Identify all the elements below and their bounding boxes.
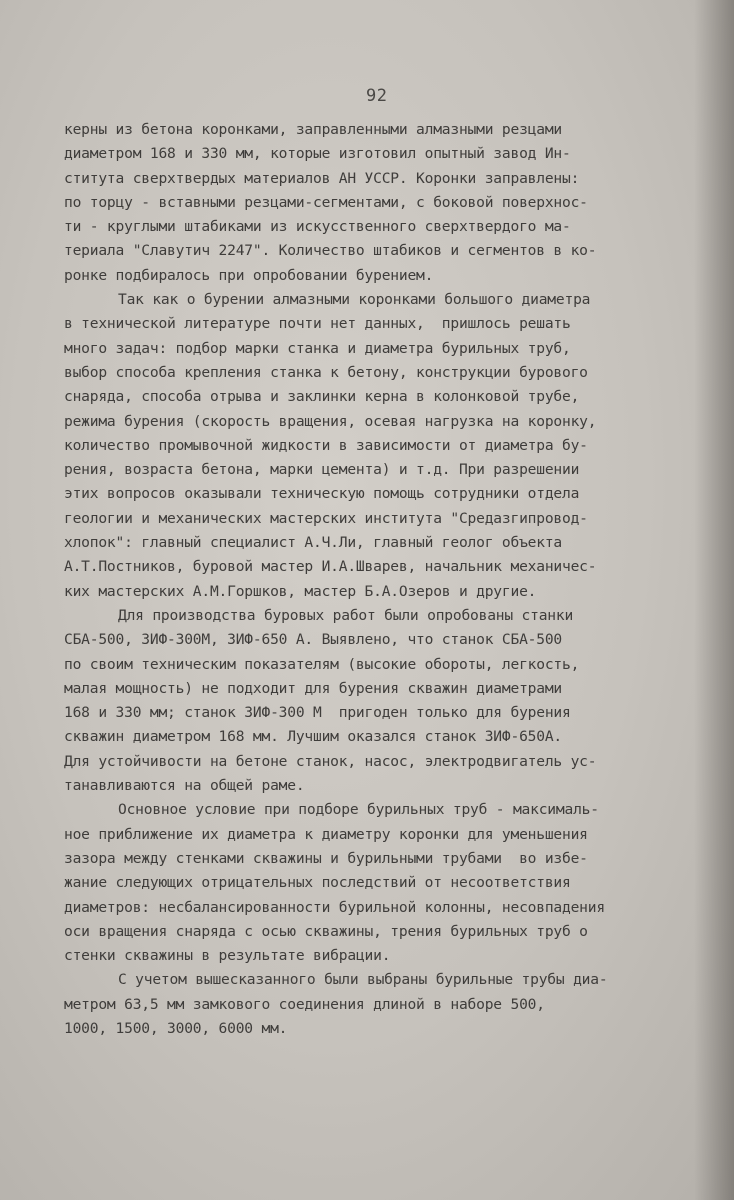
text-line: много задач: подбор марки станка и диаметра бурильных труб, bbox=[64, 339, 571, 357]
text-line: 1000, 1500, 3000, 6000 мм. bbox=[64, 1019, 288, 1037]
text-line: Так как о бурении алмазными коронками большого диаметра bbox=[118, 291, 591, 309]
text-line: А.Т.Постников, буровой мастер И.А.Шварев, начальник механичес- bbox=[64, 558, 597, 576]
text-line: стенки скважины в результате вибрации. bbox=[64, 947, 391, 965]
text-line: С учетом вышесказанного были выбраны бурильные трубы диа- bbox=[118, 971, 608, 989]
text-line: ти - круглыми штабиками из искусственного сверхтвердого ма- bbox=[64, 218, 571, 236]
text-line: метром 63,5 мм замкового соединения длиной в наборе 500, bbox=[64, 995, 545, 1013]
text-line: диаметром 168 и 330 мм, которые изготовил опытный завод Ин- bbox=[64, 145, 571, 163]
text-line: ститута сверхтвердых материалов АН УССР. Коронки заправлены: bbox=[64, 169, 580, 187]
text-line: зазора между стенками скважины и бурильными трубами во избе- bbox=[64, 849, 588, 867]
text-line: 168 и 330 мм; станок ЗИФ-300 М пригоден только для бурения bbox=[64, 704, 571, 722]
text-line: рения, возраста бетона, марки цемента) и т.д. При разрешении bbox=[64, 461, 580, 479]
text-line: керны из бетона коронками, заправленными алмазными резцами bbox=[64, 121, 562, 138]
text-line: этих вопросов оказывали техническую помощь сотрудники отдела bbox=[64, 485, 580, 503]
text-line: по торцу - вставными резцами-сегментами, с боковой поверхнос- bbox=[64, 193, 588, 211]
text-line: диаметров: несбалансированности бурильной колонны, несовпадения bbox=[64, 898, 605, 916]
body-text bbox=[64, 118, 694, 1041]
text-line: ких мастерских А.М.Горшков, мастер Б.А.Озеров и другие. bbox=[64, 582, 537, 600]
text-line: количество промывочной жидкости в зависимости от диаметра бу- bbox=[64, 436, 588, 454]
text-line: оси вращения снаряда с осью скважины, трения бурильных труб о bbox=[64, 922, 588, 940]
text-line: СБА-500, ЗИФ-300М, ЗИФ-650 А. Выявлено, что станок СБА-500 bbox=[64, 631, 562, 649]
text-line: Для устойчивости на бетоне станок, насос, электродвигатель ус- bbox=[64, 752, 597, 770]
text-line: хлопок": главный специалист А.Ч.Ли, главный геолог объекта bbox=[64, 534, 562, 552]
text-line: снаряда, способа отрыва и заклинки керна в колонковой трубе, bbox=[64, 388, 580, 406]
text-line: ронке подбиралось при опробовании бурением. bbox=[64, 266, 434, 284]
text-line: скважин диаметром 168 мм. Лучшим оказался станок ЗИФ-650А. bbox=[64, 728, 562, 746]
text-line: Для производства буровых работ были опробованы станки bbox=[118, 606, 574, 624]
text-line: ное приближение их диаметра к диаметру коронки для уменьшения bbox=[64, 825, 588, 843]
page-number: 92 bbox=[366, 86, 388, 106]
text-line: в технической литературе почти нет данных, пришлось решать bbox=[64, 315, 571, 333]
text-line: малая мощность) не подходит для бурения скважин диаметрами bbox=[64, 679, 562, 697]
text-line: жание следующих отрицательных последствий от несоответствия bbox=[64, 874, 571, 892]
text-line: геологии и механических мастерских института "Средазгипровод- bbox=[64, 509, 588, 527]
text-line: режима бурения (скорость вращения, осевая нагрузка на коронку, bbox=[64, 412, 597, 430]
text-line: танавливаются на общей раме. bbox=[64, 777, 305, 795]
page-edge-shadow bbox=[694, 0, 734, 1200]
text-line: Основное условие при подборе бурильных труб - максималь- bbox=[118, 801, 599, 819]
text-line: выбор способа крепления станка к бетону, конструкции бурового bbox=[64, 363, 588, 381]
text-line: териала "Славутич 2247". Количество штабиков и сегментов в ко- bbox=[64, 242, 597, 260]
text-line: по своим техническим показателям (высокие обороты, легкость, bbox=[64, 655, 580, 673]
